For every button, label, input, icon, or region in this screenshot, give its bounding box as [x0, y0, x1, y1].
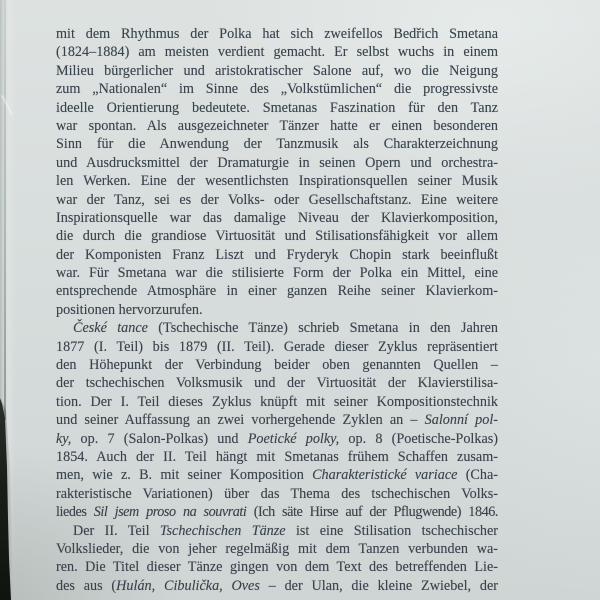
text-line — [56, 374, 498, 392]
text-line — [56, 503, 498, 521]
text-run: liedes — [56, 504, 94, 521]
text-line — [56, 191, 498, 209]
text-run: Inspirationsquelle war das damalige Niveau der Klavierkomposition, — [56, 209, 498, 226]
text-line — [56, 356, 498, 374]
text-line — [56, 264, 498, 282]
text-line — [56, 99, 498, 117]
text-line — [56, 466, 498, 484]
text-line — [56, 227, 498, 245]
text-line — [56, 25, 498, 43]
text-run: rakteristische Variationen) über das Thema des tschechischen Volks- — [56, 485, 498, 502]
italic-run: Sil jsem proso na souvrati — [93, 504, 247, 521]
text-run: war. Für Smetana war die stilisierte Form der Polka ein Mittel, eine — [56, 265, 498, 282]
text-line — [56, 448, 498, 466]
text-line — [56, 62, 498, 80]
text-line — [56, 393, 498, 411]
italic-run: Salonní pol- — [424, 412, 498, 429]
text-line — [56, 209, 498, 227]
text-line — [56, 246, 498, 264]
text-line — [56, 154, 498, 172]
text-run: des aus ( — [56, 577, 117, 594]
text-run: (Cha- — [457, 467, 499, 484]
text-run: – der Ulan, die kleine Zwiebel, der — [259, 577, 498, 594]
text-run: tion. Der I. Teil dieses Zyklus knüpft mit seiner Kompositionstechnik — [56, 393, 498, 410]
text-line — [56, 135, 498, 153]
text-run: den Höhepunkt der Verbindung beider oben genannten Quellen – — [56, 357, 498, 374]
text-line — [56, 117, 498, 135]
text-line — [56, 411, 498, 429]
text-line — [56, 558, 498, 576]
text-run: len Werken. Eine der wesentlichsten Inspirationsquellen seiner Musik — [56, 173, 498, 190]
text-run: war spontan. Als ausgezeichneter Tänzer hatte er einen besonderen — [56, 117, 498, 134]
text-run: mit dem Rhythmus der Polka hat sich zweifellos Bedřich Smetana — [56, 26, 498, 42]
page-edge-seam — [4, 0, 6, 420]
text-run: 1877 (I. Teil) bis 1879 (II. Teil). Gerade dieser Zyklus repräsentiert — [56, 338, 498, 355]
text-line — [56, 301, 498, 319]
text-run: und Ausdrucksmittel der Dramaturgie in seinen Opern und orchestra- — [56, 154, 498, 171]
text-run: der tschechischen Volksmusik und der Virtuosität der Klavierstilisa- — [56, 375, 498, 392]
text-run: Volkslieder, die von jeher regelmäßig mit dem Tanzen verbunden wa- — [56, 540, 498, 557]
text-line — [56, 540, 498, 558]
text-run: und seiner Auffassung an zwei vorhergehende Zyklen an – — [56, 412, 425, 429]
text-run: zum „Nationalen“ im Sinne des „Volkstümlichen“ die progressivste — [56, 81, 498, 98]
page-text — [56, 25, 498, 595]
italic-run: ky, — [56, 430, 72, 447]
text-run: der Komponisten Franz Liszt und Fryderyk Chopin stark beeinflußt — [56, 246, 498, 263]
page-crease — [1, 95, 13, 115]
text-line — [56, 338, 498, 356]
text-run: (Tschechische Tänze) schrieb Smetana in den Jahren — [147, 320, 498, 337]
text-run: (Ich säte Hirse auf der Pflugwende) 1846. — [246, 504, 498, 521]
italic-run: Hulán, Cibulička, Oves — [116, 577, 260, 594]
italic-run: Poetické polky, — [247, 430, 340, 447]
text-run: ren. Die Titel dieser Tänze gingen von dem Text des betreffenden Lie- — [56, 559, 498, 576]
text-run: ist eine Stilisation tschechischer — [285, 522, 499, 539]
text-run: Der II. Teil — [73, 522, 160, 539]
text-run: op. 8 (Poetische-Polkas) — [339, 430, 498, 447]
text-run: (1824–1884) am meisten verdient gemacht. Er selbst wuchs in einem — [56, 44, 498, 61]
text-line — [56, 282, 498, 300]
text-run: positionen hervorzurufen. — [56, 301, 203, 318]
text-line — [56, 80, 498, 98]
text-run: war der Tanz, sei es der Volks- oder Gesellschaftstanz. Eine weitere — [56, 191, 498, 208]
italic-run: České tance — [73, 320, 148, 337]
text-line — [56, 172, 498, 190]
text-run: ideelle Orientierung bedeutete. Smetanas Faszination für den Tanz — [56, 99, 498, 116]
text-run: op. 7 (Salon-Polkas) und — [71, 430, 248, 447]
text-line — [56, 577, 498, 595]
text-line — [56, 430, 498, 448]
text-run: Sinn für die Anwendung der Tanzmusik als Charakterzeichnung — [56, 136, 498, 153]
text-line — [56, 319, 498, 337]
text-line — [56, 522, 498, 540]
text-run: men, wie z. B. mit seiner Komposition — [56, 467, 313, 484]
italic-run: Charakteristické variace — [312, 467, 458, 484]
text-line — [56, 43, 498, 61]
italic-run: Tschechischen Tänze — [159, 522, 286, 539]
text-run: die durch die grandiose Virtuosität und Stilisationsfähigkeit vor allem — [56, 228, 498, 245]
text-run: entsprechende Atmosphäre in einer ganzen Reihe seiner Klavierkom- — [56, 283, 498, 300]
text-run: 1854. Auch der II. Teil hängt mit Smetanas frühem Schaffen zusam- — [56, 448, 498, 465]
text-line — [56, 485, 498, 503]
text-run: Milieu bürgerlicher und aristokratischer Salone auf, wo die Neigung — [56, 62, 498, 79]
